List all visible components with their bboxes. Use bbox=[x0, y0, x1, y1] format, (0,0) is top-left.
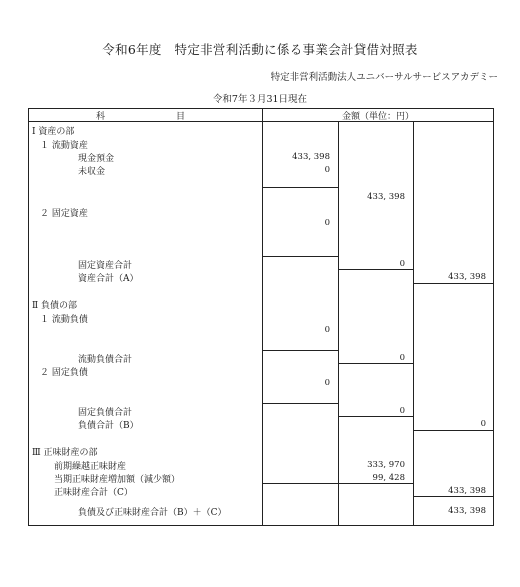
box-line bbox=[262, 483, 338, 484]
column-divider-middle bbox=[338, 121, 339, 526]
receivable-label: 未収金 bbox=[78, 167, 106, 177]
current-assets-total-value: 433, 398 bbox=[367, 192, 405, 202]
liabilities-total-value: 0 bbox=[480, 419, 486, 429]
box-line bbox=[262, 256, 338, 257]
prior-net-assets-value: 333, 970 bbox=[367, 460, 405, 470]
current-assets-label: １ 流動資産 bbox=[40, 141, 88, 151]
fixed-assets-total-label: 固定資産合計 bbox=[78, 261, 133, 271]
column-divider-subject bbox=[262, 108, 263, 526]
header-amount: 金額（単位：円） bbox=[341, 112, 414, 122]
document-title: 令和6年度 特定非営利活動に係る事業会計貸借対照表 bbox=[102, 42, 418, 57]
net-assets-change-value: 99, 428 bbox=[372, 473, 405, 483]
header-subject-2: 目 bbox=[176, 112, 186, 122]
current-liabilities-item-value: 0 bbox=[324, 325, 330, 335]
fixed-liabilities-total-value: 0 bbox=[399, 406, 405, 416]
current-liabilities-label: １ 流動負債 bbox=[40, 315, 88, 325]
box-line bbox=[262, 403, 338, 404]
box-line bbox=[262, 187, 338, 188]
liabilities-section-label: Ⅱ 負債の部 bbox=[32, 301, 77, 311]
box-line bbox=[338, 483, 413, 484]
box-line bbox=[413, 283, 494, 284]
organization-name: 特定非営利活動法人ユニバーサルサービスアカデミー bbox=[270, 72, 498, 83]
prior-net-assets-label: 前期繰越正味財産 bbox=[54, 462, 127, 472]
grand-total-label: 負債及び正味財産合計（B）＋（C） bbox=[78, 508, 227, 518]
net-assets-section-label: Ⅲ 正味財産の部 bbox=[32, 448, 98, 458]
assets-section-label: Ⅰ 資産の部 bbox=[32, 127, 75, 137]
receivable-value: 0 bbox=[324, 165, 330, 175]
box-line bbox=[262, 350, 338, 351]
assets-total-value: 433, 398 bbox=[448, 272, 486, 282]
current-liabilities-total-value: 0 bbox=[399, 353, 405, 363]
liabilities-total-label: 負債合計（B） bbox=[78, 421, 139, 431]
box-line bbox=[338, 269, 413, 270]
box-line bbox=[413, 430, 494, 431]
header-subject-1: 科 bbox=[96, 112, 106, 122]
box-line bbox=[338, 416, 413, 417]
current-liabilities-total-label: 流動負債合計 bbox=[78, 355, 133, 365]
fixed-assets-total-value: 0 bbox=[399, 259, 405, 269]
column-divider-total bbox=[413, 121, 414, 526]
net-assets-change-label: 当期正味財産増加額（減少額） bbox=[54, 475, 181, 485]
cash-deposits-label: 現金預金 bbox=[78, 154, 115, 164]
fixed-assets-label: ２ 固定資産 bbox=[40, 209, 88, 219]
grand-total-value: 433, 398 bbox=[448, 506, 486, 516]
fixed-liabilities-item-value: 0 bbox=[324, 378, 330, 388]
net-assets-total-value: 433, 398 bbox=[448, 486, 486, 496]
box-line bbox=[338, 363, 413, 364]
net-assets-total-label: 正味財産合計（C） bbox=[54, 488, 133, 498]
fixed-liabilities-label: ２ 固定負債 bbox=[40, 368, 88, 378]
cash-deposits-value: 433, 398 bbox=[292, 152, 330, 162]
box-line bbox=[413, 496, 494, 497]
report-date: 令和7年３月31日現在 bbox=[212, 94, 308, 105]
fixed-liabilities-total-label: 固定負債合計 bbox=[78, 408, 133, 418]
assets-total-label: 資産合計（A） bbox=[78, 274, 139, 284]
fixed-assets-item-value: 0 bbox=[324, 218, 330, 228]
